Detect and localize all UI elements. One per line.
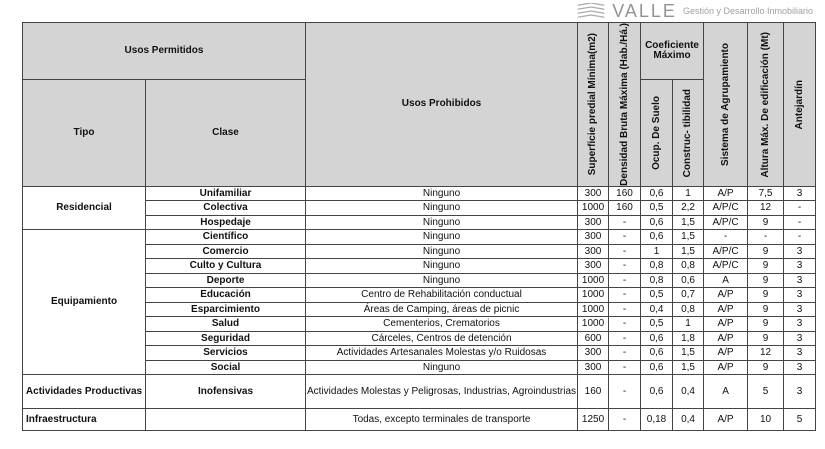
prohibidos-cell: Cárceles, Centros de detención (306, 331, 578, 346)
superficie-header (578, 23, 609, 187)
ocup-cell: 0,5 (641, 201, 673, 216)
sist-cell: A/P (704, 302, 748, 317)
constr-cell: 1,5 (673, 346, 704, 361)
sup-cell: 300 (578, 259, 609, 274)
clase-cell: Hospedaje (146, 215, 306, 230)
dens-cell: - (609, 317, 641, 332)
alt-cell: - (748, 230, 784, 245)
ocup-cell: 0,6 (641, 230, 673, 245)
sup-cell: 300 (578, 346, 609, 361)
sup-cell: 1000 (578, 302, 609, 317)
ante-cell: 3 (784, 244, 816, 259)
constr-cell: 0,4 (673, 375, 704, 409)
ante-cell: - (784, 201, 816, 216)
sup-cell: 300 (578, 230, 609, 245)
sist-cell: A/P (704, 346, 748, 361)
sup-cell: 600 (578, 331, 609, 346)
sist-cell: A/P/C (704, 201, 748, 216)
sist-cell: A/P (704, 317, 748, 332)
prohibidos-cell: Ninguno (306, 273, 578, 288)
prohibidos-cell: Ninguno (306, 259, 578, 274)
sist-cell: - (704, 230, 748, 245)
clase-cell: Unifamiliar (146, 186, 306, 201)
dens-cell: 160 (609, 186, 641, 201)
watermark-brand: VALLE (612, 1, 677, 21)
sup-cell: 1000 (578, 201, 609, 216)
tipo-cell: Residencial (23, 186, 146, 230)
constr-cell: 0,4 (673, 409, 704, 431)
usos-prohibidos-header: Usos Prohibidos (306, 23, 578, 187)
prohibidos-cell: Cementerios, Crematorios (306, 317, 578, 332)
sist-cell: A/P/C (704, 244, 748, 259)
ocup-cell: 1 (641, 244, 673, 259)
alt-cell: 9 (748, 331, 784, 346)
clase-cell: Esparcimiento (146, 302, 306, 317)
dens-cell: - (609, 273, 641, 288)
ante-cell: 3 (784, 186, 816, 201)
ocup-cell: 0,5 (641, 288, 673, 303)
sup-cell: 300 (578, 360, 609, 375)
dens-cell: - (609, 375, 641, 409)
dens-cell: - (609, 215, 641, 230)
sistema-header (704, 23, 748, 187)
alt-cell: 9 (748, 215, 784, 230)
dens-cell: - (609, 288, 641, 303)
densidad-header (609, 23, 641, 187)
clase-cell (146, 409, 306, 431)
sist-cell: A (704, 375, 748, 409)
dens-cell: - (609, 302, 641, 317)
antejardin-label: Antejardín (793, 79, 805, 130)
alt-cell: 7,5 (748, 186, 784, 201)
logo-stripes-icon (576, 3, 606, 19)
ante-cell: 3 (784, 331, 816, 346)
sup-cell: 1250 (578, 409, 609, 431)
clase-cell: Social (146, 360, 306, 375)
sist-cell: A/P/C (704, 259, 748, 274)
alt-cell: 9 (748, 259, 784, 274)
alt-cell: 9 (748, 302, 784, 317)
prohibidos-cell: Centro de Rehabilitación conductual (306, 288, 578, 303)
constr-cell: 1,5 (673, 215, 704, 230)
dens-cell: - (609, 331, 641, 346)
clase-cell: Comercio (146, 244, 306, 259)
ante-cell: 3 (784, 302, 816, 317)
sist-cell: A (704, 273, 748, 288)
coeficiente-header: Coeficiente Máximo (641, 23, 704, 80)
alt-cell: 12 (748, 201, 784, 216)
clase-header: Clase (146, 80, 306, 187)
alt-cell: 9 (748, 244, 784, 259)
constr-cell: 0,6 (673, 273, 704, 288)
ante-cell: 3 (784, 259, 816, 274)
ante-cell: 3 (784, 273, 816, 288)
constr-cell: 1 (673, 317, 704, 332)
tipo-header: Tipo (23, 80, 146, 187)
alt-cell: 10 (748, 409, 784, 431)
prohibidos-cell: Ninguno (306, 244, 578, 259)
ocup-cell: 0,5 (641, 317, 673, 332)
ocup-cell: 0,6 (641, 186, 673, 201)
ante-cell: 5 (784, 409, 816, 431)
sistema-label: Sistema de Agrupamiento (719, 42, 731, 166)
clase-cell: Culto y Cultura (146, 259, 306, 274)
tipo-cell: Equipamiento (23, 230, 146, 375)
table-row (23, 230, 816, 245)
sup-cell: 1000 (578, 273, 609, 288)
tipo-cell: Actividades Productivas (23, 375, 146, 409)
dens-cell: - (609, 409, 641, 431)
ocup-cell: 0,6 (641, 346, 673, 361)
land-use-table (22, 22, 816, 431)
constr-cell: 0,8 (673, 259, 704, 274)
dens-cell: - (609, 346, 641, 361)
clase-cell: Servicios (146, 346, 306, 361)
ante-cell: 3 (784, 346, 816, 361)
table-row (23, 409, 816, 431)
constr-cell: 2,2 (673, 201, 704, 216)
prohibidos-cell: Ninguno (306, 201, 578, 216)
prohibidos-cell: Actividades Artesanales Molestas y/o Ruidosas (306, 346, 578, 361)
alt-cell: 5 (748, 375, 784, 409)
prohibidos-cell: Ninguno (306, 230, 578, 245)
sist-cell: A/P (704, 360, 748, 375)
sist-cell: A/P (704, 288, 748, 303)
clase-cell: Colectiva (146, 201, 306, 216)
alt-cell: 9 (748, 288, 784, 303)
ocupacion-label: Ocup. De Suelo (650, 96, 662, 170)
clase-cell: Deporte (146, 273, 306, 288)
table-row (23, 186, 816, 201)
alt-cell: 9 (748, 273, 784, 288)
clase-cell: Científico (146, 230, 306, 245)
usos-permitidos-header: Usos Permitidos (23, 23, 306, 80)
ante-cell: 3 (784, 288, 816, 303)
ocup-cell: 0,18 (641, 409, 673, 431)
sist-cell: A/P (704, 331, 748, 346)
alt-cell: 9 (748, 360, 784, 375)
clase-cell: Seguridad (146, 331, 306, 346)
ocupacion-header (641, 80, 673, 187)
ocup-cell: 0,8 (641, 273, 673, 288)
dens-cell: 160 (609, 201, 641, 216)
constr-cell: 1,5 (673, 244, 704, 259)
ocup-cell: 0,6 (641, 331, 673, 346)
altura-header (748, 23, 784, 187)
constr-cell: 1,8 (673, 331, 704, 346)
constr-cell: 0,8 (673, 302, 704, 317)
watermark-tagline: Gestión y Desarrollo Inmobiliario (682, 6, 813, 16)
clase-cell: Salud (146, 317, 306, 332)
ante-cell: - (784, 215, 816, 230)
superficie-label: Superficie predial Mínima(m2) (587, 33, 599, 176)
sup-cell: 300 (578, 215, 609, 230)
dens-cell: - (609, 360, 641, 375)
sist-cell: A/P (704, 186, 748, 201)
prohibidos-cell: Actividades Molestas y Peligrosas, Industrias, Agroindustrias (306, 375, 578, 409)
ocup-cell: 0,4 (641, 302, 673, 317)
sist-cell: A/P/C (704, 215, 748, 230)
ocup-cell: 0,6 (641, 360, 673, 375)
ocup-cell: 0,6 (641, 375, 673, 409)
constr-cell: 1,5 (673, 230, 704, 245)
sup-cell: 160 (578, 375, 609, 409)
sup-cell: 1000 (578, 288, 609, 303)
ante-cell: 3 (784, 360, 816, 375)
dens-cell: - (609, 230, 641, 245)
ocup-cell: 0,8 (641, 259, 673, 274)
constructibilidad-label: Construc- tibilidad (682, 88, 694, 178)
dens-cell: - (609, 259, 641, 274)
antejardin-header (784, 23, 816, 187)
constr-cell: 1,5 (673, 360, 704, 375)
prohibidos-cell: Todas, excepto terminales de transporte (306, 409, 578, 431)
constr-cell: 0,7 (673, 288, 704, 303)
altura-label: Altura Máx. De edificación (Mt) (759, 31, 771, 178)
sist-cell: A/P (704, 409, 748, 431)
ocup-cell: 0,6 (641, 215, 673, 230)
ante-cell: 3 (784, 375, 816, 409)
ante-cell: - (784, 230, 816, 245)
sup-cell: 300 (578, 186, 609, 201)
constr-cell: 1 (673, 186, 704, 201)
alt-cell: 9 (748, 317, 784, 332)
tipo-cell: Infraestructura (23, 409, 146, 431)
sup-cell: 300 (578, 244, 609, 259)
dens-cell: - (609, 244, 641, 259)
clase-cell: Educación (146, 288, 306, 303)
ante-cell: 3 (784, 317, 816, 332)
prohibidos-cell: Ninguno (306, 360, 578, 375)
clase-cell: Inofensivas (146, 375, 306, 409)
table-row (23, 375, 816, 409)
sup-cell: 1000 (578, 317, 609, 332)
prohibidos-cell: Ninguno (306, 186, 578, 201)
alt-cell: 12 (748, 346, 784, 361)
constructibilidad-header (673, 80, 704, 187)
prohibidos-cell: Áreas de Camping, áreas de picnic (306, 302, 578, 317)
watermark-logo (576, 1, 813, 21)
densidad-label: Densidad Bruta Máxima (Hab./Há.) (618, 23, 630, 186)
prohibidos-cell: Ninguno (306, 215, 578, 230)
